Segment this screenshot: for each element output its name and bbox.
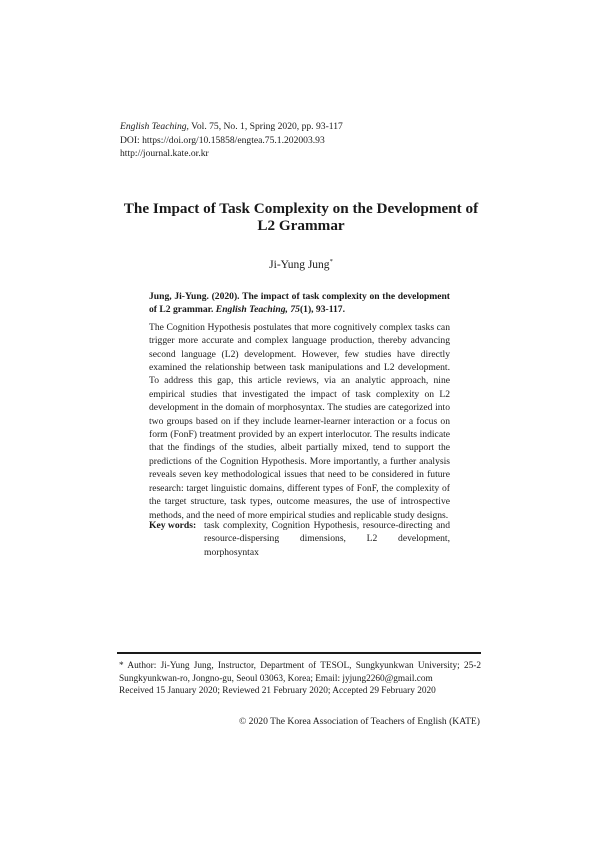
copyright-notice: © 2020 The Korea Association of Teachers of English (KATE) (239, 716, 480, 727)
paper-title (120, 200, 482, 234)
keywords-text: task complexity, Cognition Hypothesis, resource-directing and resource-dispersing dimensions, L2 development, morphosyntax (204, 520, 450, 558)
keywords (149, 519, 450, 559)
title-line-2: L2 Grammar (257, 217, 345, 234)
keywords-label: Key words: (149, 520, 197, 531)
author-name: Ji-Yung Jung (269, 259, 330, 271)
citation-tail: (1), 93-117. (299, 304, 345, 316)
journal-name: English Teaching, (120, 121, 189, 132)
received-dates: Received 15 January 2020; Reviewed 21 February 2020; Accepted 29 February 2020 (119, 686, 436, 696)
title-line-1: The Impact of Task Complexity on the Development of (123, 200, 479, 217)
journal-url-link[interactable]: http://journal.kate.or.kr (120, 148, 209, 159)
author-footnote-mark[interactable]: * (329, 258, 333, 265)
citation-lead: Jung, Ji-Yung. (2020). The impact of task complexity on the development of L2 grammar. (149, 291, 450, 316)
abstract-citation (149, 290, 450, 317)
author-line (120, 258, 482, 271)
citation-journal: English Teaching, 75 (215, 304, 300, 316)
abstract-body: The Cognition Hypothesis postulates that more cognitively complex tasks can trigger more accurate and complex language production, thereby advancing second language (L2) development. However, few studies have directly examined the relationship between task manipulations and L2 development. To address this gap, this article reviews, via an analytic approach, nine empirical studies that investigated the impact of task complexity on L2 development in the domain of morphosyntax. The studies are categorized into two groups based on if they include learner-learner interaction or a focus on form (FonF) treatment provided by an expert interlocutor. The results indicate that the findings of the studies, albeit partially mixed, tend to support the predictions of the Cognition Hypothesis. More importantly, a further analysis reveals seven key methodological issues that need to be considered in future research: target linguistic domains, different types of FonF, the complexity of the target structure, task types, outcome measures, the use of introspective methods, and the need of more empirical studies and replicable study designs. (149, 321, 450, 521)
abstract (149, 290, 450, 522)
journal-citation (120, 120, 343, 134)
doi-link[interactable]: DOI: https://doi.org/10.15858/engtea.75.1.202003.93 (120, 134, 325, 146)
author-footnote: * Author: Ji-Yung Jung, Instructor, Department of TESOL, Sungkyunkwan University; 25-2 Sungkyunkwan-ro, Jongno-gu, Seoul 03063, Korea; Email: jyjung2260@gmail.com (119, 661, 481, 684)
journal-header (120, 120, 343, 161)
footnote-divider (117, 652, 481, 654)
journal-volume: Vol. 75, No. 1, Spring 2020, pp. 93-117 (188, 121, 343, 132)
